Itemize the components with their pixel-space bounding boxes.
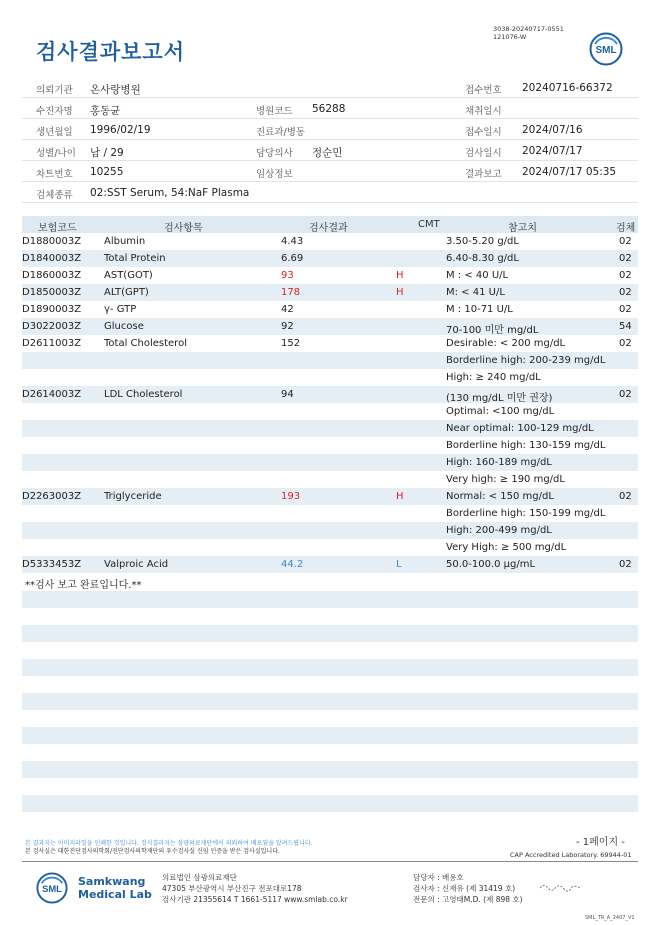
table-header: 보험코드 검사항목 검사결과 CMT 참고치 검체 [22,216,638,233]
test-date-value: 2024/07/17 [522,145,583,157]
test-result: 178 [281,287,301,298]
table-row [22,284,638,301]
form-code: SML_TR_A_2407_V1 [585,915,635,921]
sml-logo-icon [36,872,68,904]
table-row [22,454,638,471]
reference-range: Normal: < 150 mg/dL [446,491,554,502]
specimen-code: 02 [619,270,632,281]
reference-range: High: 160-189 mg/dL [446,457,552,468]
empty-row [22,744,638,761]
footer-notice: 본 결과지는 이미지파일을 인쇄한 것입니다. 정식결과지는 삼광의료재단에서 의뢰하여 배포됨을 알려드립니다. 본 검사실은 대한진단검사의학회/진단검사의학재단의 우수검사실 신임 인증을 받은 검사실입니다. [25,840,313,855]
empty-row [22,778,638,795]
test-code: D1840003Z [22,253,82,264]
specimen-code: 54 [619,321,632,332]
empty-row [22,795,638,812]
test-result: 193 [281,491,301,502]
test-result: 152 [281,338,301,349]
reference-range: Near optimal: 100-129 mg/dL [446,423,594,434]
reference-range: High: 200-499 mg/dL [446,525,552,536]
test-result: 42 [281,304,294,315]
reference-range: 50.0-100.0 μg/mL [446,559,536,570]
specimen-code: 02 [619,253,632,264]
table-body [22,233,638,573]
table-row [22,250,638,267]
reference-range: M : 10-71 U/L [446,304,513,315]
specimen-code: 02 [619,287,632,298]
patient-value: 홍동균 [90,105,121,117]
test-flag: H [396,287,404,298]
test-name: Total Protein [104,253,166,264]
results-table [22,216,638,590]
empty-row [22,710,638,727]
table-row [22,335,638,352]
info-row: 생년월일 1996/02/19 진료과/병동 접수일시 2024/07/16 [22,119,638,140]
test-code: D2614003Z [22,389,82,400]
info-row: 수진자명 홍동균 병원코드 56288 채취일시 [22,98,638,119]
table-row [22,488,638,505]
reference-range: 6.40-8.30 g/dL [446,253,519,264]
specimen-code: 02 [619,338,632,349]
specimen-code: 02 [619,559,632,570]
table-row [22,267,638,284]
reference-range: Desirable: < 200 mg/dL [446,338,566,349]
test-result: 93 [281,270,294,281]
empty-row [22,812,638,829]
specimen-value: 02:SST Serum, 54:NaF Plasma [90,187,250,199]
test-code: D5333453Z [22,559,82,570]
test-result: 6.69 [281,253,304,264]
table-row [22,233,638,250]
test-name: AST(GOT) [104,270,153,281]
receipt-date-value: 2024/07/16 [522,124,583,136]
hospital-value: 온사랑병원 [90,84,141,96]
test-flag: L [396,559,402,570]
table-row [22,301,638,318]
test-name: γ- GTP [104,304,137,315]
patient-info [22,77,638,203]
table-row [22,369,638,386]
hosp-code-value: 56288 [312,103,346,115]
test-name: Albumin [104,236,146,247]
document-id: 3038-20240717-0551 121076-W [493,25,564,41]
reference-range: 70-100 미만 mg/dL [446,325,539,336]
test-result: 4.43 [281,236,304,247]
table-row [22,522,638,539]
svg-text:SML: SML [595,45,617,56]
reference-range: (130 mg/dL 미만 권장) [446,393,553,404]
reference-range: Optimal: <100 mg/dL [446,406,555,417]
brand-name: Samkwang Medical Lab [78,875,152,901]
complete-message-row: **검사 보고 완료입니다.** [25,580,142,591]
test-result: 44.2 [281,559,304,570]
report-title: 검사결과보고서 [36,40,186,64]
table-row [22,505,638,522]
page-number: - 1페이지 - [576,837,625,848]
test-result: 94 [281,389,294,400]
sml-logo-icon [589,32,623,66]
reference-range: 3.50-5.20 g/dL [446,236,519,247]
lab-address: 의료법인 삼광의료재단 47305 부산광역시 부산진구 전포대로178 검사기관 21355614 T 1661-5117 www.smlab.co.kr [162,873,348,904]
reference-range: M: < 41 U/L [446,287,505,298]
signature-scribble [538,882,586,892]
empty-row [22,727,638,744]
empty-row [22,693,638,710]
specimen-code: 02 [619,236,632,247]
test-name: Total Cholesterol [104,338,187,349]
empty-row [22,591,638,608]
test-code: D1880003Z [22,236,82,247]
empty-rows [22,591,638,829]
reference-range: Borderline high: 130-159 mg/dL [446,440,606,451]
receipt-no-value: 20240716-66372 [522,82,613,94]
empty-row [22,625,638,642]
test-name: Triglyceride [104,491,162,502]
empty-row [22,642,638,659]
table-row [22,437,638,454]
table-row [22,556,638,573]
table-row [22,318,638,335]
empty-row [22,676,638,693]
table-row [22,420,638,437]
reference-range: Very high: ≥ 190 mg/dL [446,474,565,485]
test-name: Valproic Acid [104,559,169,570]
info-row: 검체종류 02:SST Serum, 54:NaF Plasma [22,182,638,203]
test-result: 92 [281,321,294,332]
reference-range: M : < 40 U/L [446,270,509,281]
table-row [22,352,638,369]
test-name: Glucose [104,321,144,332]
reference-range: Borderline high: 150-199 mg/dL [446,508,606,519]
dob-value: 1996/02/19 [90,124,151,136]
table-row [22,403,638,420]
info-row: 성별/나이 남 / 29 담당의사 정순민 검사일시 2024/07/17 [22,140,638,161]
footer-divider [22,861,638,862]
sex-age-value: 남 / 29 [90,147,124,159]
specimen-code: 02 [619,491,632,502]
reference-range: Very High: ≥ 500 mg/dL [446,542,567,553]
report-value: 2024/07/17 05:35 [522,166,617,178]
test-code: D3022003Z [22,321,82,332]
specimen-code: 02 [619,389,632,400]
info-row: 의뢰기관 온사랑병원 접수번호 20240716-66372 [22,77,638,98]
reference-range: High: ≥ 240 mg/dL [446,372,541,383]
test-flag: H [396,270,404,281]
empty-row [22,659,638,676]
table-row [22,386,638,403]
test-flag: H [396,491,404,502]
test-code: D1850003Z [22,287,82,298]
test-code: D2611003Z [22,338,82,349]
doctor-value: 정순민 [312,147,343,159]
empty-row [22,608,638,625]
table-row [22,471,638,488]
svg-text:SML: SML [42,882,62,894]
test-code: D1860003Z [22,270,82,281]
test-name: LDL Cholesterol [104,389,183,400]
chart-value: 10255 [90,166,124,178]
reference-range: Borderline high: 200-239 mg/dL [446,355,606,366]
specimen-code: 02 [619,304,632,315]
empty-row [22,761,638,778]
table-row [22,539,638,556]
cap-accreditation: CAP Accredited Laboratory. 69944-01 [510,851,632,859]
test-code: D2263003Z [22,491,82,502]
info-row: 차트번호 10255 임상정보 결과보고 2024/07/17 05:35 [22,161,638,182]
test-code: D1890003Z [22,304,82,315]
staff-list: 담당자 : 배용호 검사자 : 신재유 (제 31419 호) 전문의 : 고영태M.D. (제 898 호) [413,873,523,904]
test-name: ALT(GPT) [104,287,149,298]
